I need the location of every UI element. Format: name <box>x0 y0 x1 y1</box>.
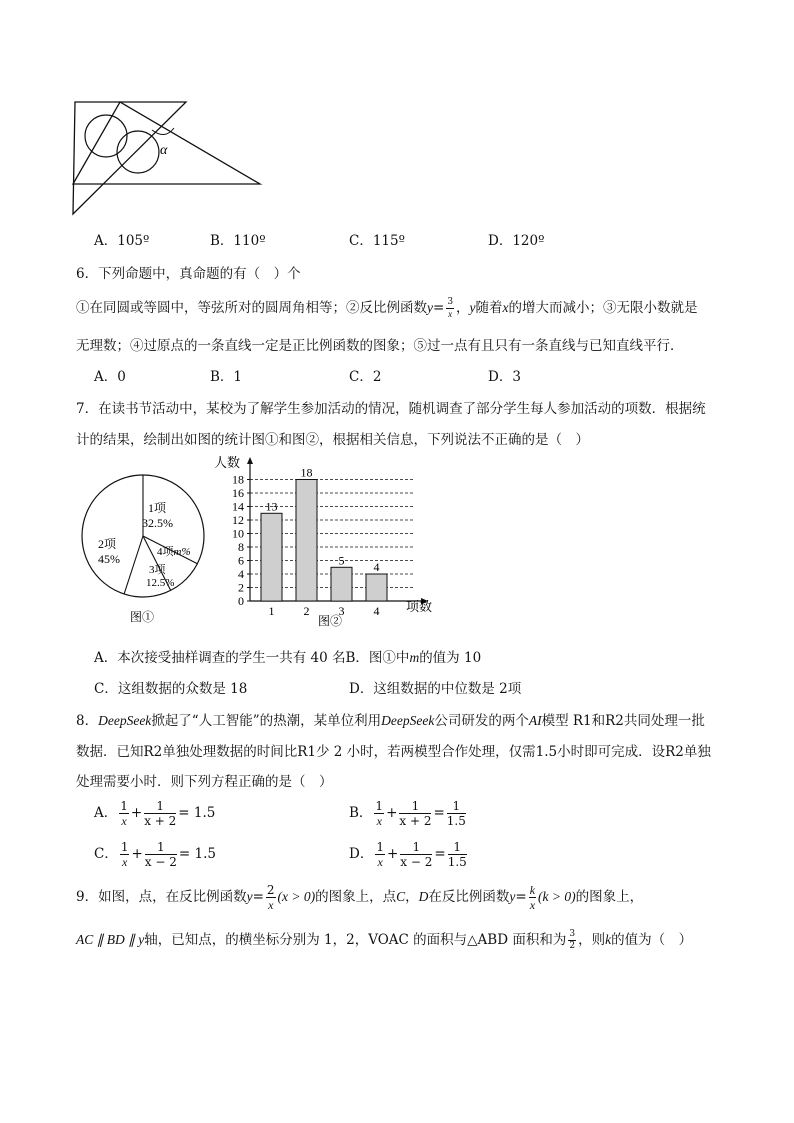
y-tick-label-2: 2 <box>238 580 244 595</box>
q6-line1: ①在同圆或等圆中，等弦所对的圆周角相等；②反比例函数y= $\frac{3}{x}$ ，y随着x的增大而减小；③无限小数就是 <box>76 297 698 319</box>
y-axis-arrow <box>247 457 253 464</box>
pie-caption: 图① <box>130 610 155 624</box>
q8-line1: 8．DeepSeek掀起了“人工智能”的热潮，某单位利用DeepSeek公司研发的两个AI模型 R1和R2共同处理一批 <box>76 713 705 729</box>
bar-value-label-2: 18 <box>300 465 313 480</box>
q8-line2: 数据．已知R2单独处理数据的时间比R1少 2 小时，若两模型合作处理，仅需1.5小时即可完成．设R2单独 <box>76 744 711 760</box>
slice-value-2: 45% <box>98 552 120 566</box>
q8-option-b: B． $\frac{1}{x}$ + $\frac{1}{x + 2}$ = $\frac{1}{1.5}$ <box>349 799 466 828</box>
q5-option-a: A．105º <box>94 233 150 249</box>
q5-option-b: B．110º <box>210 233 266 249</box>
q5-option-d: D．120º <box>488 233 545 249</box>
q9-line1: 9．如图，点，在反比例函数y= $\frac{2}{x}$ (x > 0)的图象上，点C，D在反比例函数y= $\frac{k}{x}$ (k > 0)的图象上， <box>76 883 644 912</box>
y-tick-label-18: 18 <box>232 472 244 487</box>
x-tick-label-2: 2 <box>303 604 310 618</box>
y-tick-label-0: 0 <box>238 594 244 608</box>
bar-1 <box>261 513 282 601</box>
angle-arc <box>152 128 174 135</box>
slice-value-3: 12.5% <box>146 577 175 589</box>
q6-option-d: D．3 <box>488 369 521 385</box>
q6-option-a: A．0 <box>94 369 126 385</box>
slice-label-4: 4项m% <box>157 546 191 558</box>
slice-label-1: 1项 <box>148 501 167 515</box>
y-tick-label-8: 8 <box>238 540 244 554</box>
q7-line2: 计的结果，绘制出如图的统计图①和图②，根据相关信息，下列说法不正确的是（ ） <box>76 432 589 448</box>
q6-stem: 6．下列命题中，真命题的有（ ）个 <box>76 266 301 282</box>
circle-right <box>117 131 159 173</box>
pie-chart <box>80 466 220 631</box>
x-axis-label: 项数 <box>406 599 433 614</box>
bar-value-label-3: 5 <box>338 553 345 568</box>
q8-option-c: C． $\frac{1}{x}$ + $\frac{1}{x - 2}$ = 1.5 <box>94 840 216 869</box>
y-tick-label-16: 16 <box>232 486 244 500</box>
slice-label-3: 3项 <box>149 564 166 576</box>
y-tick-label-10: 10 <box>232 526 244 541</box>
slice-label-2: 2项 <box>98 537 117 551</box>
y-tick-label-4: 4 <box>238 567 244 581</box>
alpha-label: α <box>160 143 168 158</box>
circle-left <box>85 115 127 157</box>
bar-chart <box>210 452 450 632</box>
bar-4 <box>366 574 387 601</box>
triangle-upper <box>73 102 186 214</box>
bar-value-label-4: 4 <box>373 560 380 574</box>
y-tick-label-12: 12 <box>232 513 244 527</box>
y-tick-label-14: 14 <box>232 499 244 514</box>
q5-geometry-figure <box>70 98 270 220</box>
y-axis-label: 人数 <box>214 455 241 470</box>
bar-2 <box>296 480 317 602</box>
q6-option-b: B．1 <box>210 369 243 385</box>
x-tick-label-1: 1 <box>268 604 275 618</box>
q8-line3: 处理需要小时．则下列方程正确的是（ ） <box>76 774 333 790</box>
q7-option-c: C．这组数据的众数是 18 <box>94 681 248 697</box>
q9-line2: AC ∥ BD ∥ y轴，已知点，的横坐标分别为 1，2，VOAC 的面积与△ABD 面积和为 $\frac{3}{2}$ ，则k的值为（ ） <box>76 929 693 951</box>
q6-line2: 无理数；④过原点的一条直线一定是正比例函数的图象；⑤过一点有且只有一条直线与已知直线平行． <box>76 338 684 354</box>
bar-3 <box>331 567 352 601</box>
q7-option-d: D．这组数据的中位数是 2项 <box>349 681 522 697</box>
x-tick-label-3: 3 <box>338 604 345 618</box>
q8-option-d: D． $\frac{1}{x}$ + $\frac{1}{x - 2}$ = $\frac{1}{1.5}$ <box>349 840 467 869</box>
q7-option-a: A．本次接受抽样调查的学生一共有 40 名B．图①中m的值为 10 <box>94 650 482 666</box>
q6-option-c: C．2 <box>349 369 382 385</box>
q5-option-c: C．115º <box>349 233 405 249</box>
slice-value-1: 32.5% <box>142 516 173 530</box>
q7-line1: 7．在读书节活动中，某校为了解学生参加活动的情况，随机调查了部分学生每人参加活动的项数．根据统 <box>76 401 706 417</box>
y-tick-label-6: 6 <box>238 553 244 568</box>
x-tick-label-4: 4 <box>373 604 380 618</box>
bar-value-label-1: 13 <box>265 499 278 514</box>
q8-option-a: A． $\frac{1}{x}$ + $\frac{1}{x + 2}$ = 1.5 <box>94 799 216 828</box>
bar-caption: 图② <box>318 614 343 628</box>
